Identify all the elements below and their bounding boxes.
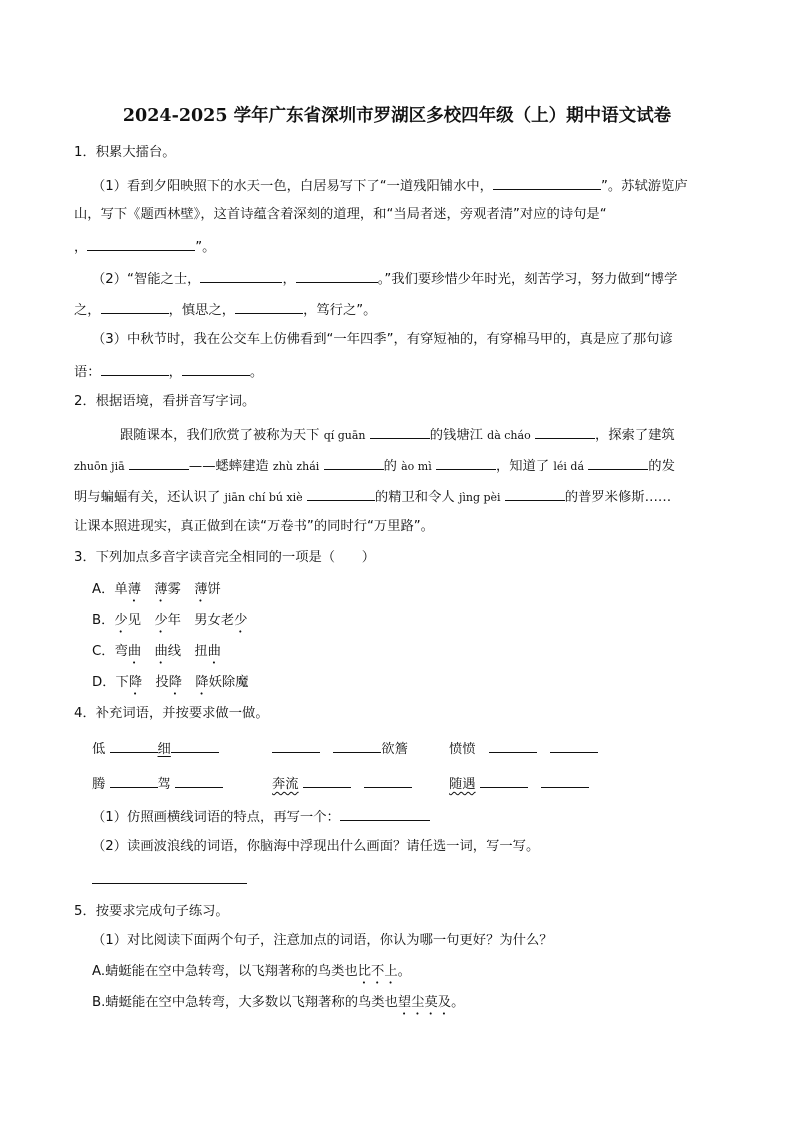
blank[interactable] bbox=[296, 268, 378, 283]
q5-sentence-b: B.蜻蜓能在空中急转弯，大多数以飞翔著称的鸟类也望尘莫及。 bbox=[92, 995, 465, 1010]
q4-row2-item2: 奔流 bbox=[272, 773, 412, 795]
blank[interactable] bbox=[182, 361, 250, 376]
q5-heading: 5．按要求完成句子练习。 bbox=[74, 904, 229, 919]
blank[interactable] bbox=[110, 773, 158, 788]
blank[interactable] bbox=[489, 738, 537, 753]
pinyin: jìng pèi bbox=[458, 491, 501, 504]
q1-part1-line3: ， ”。 bbox=[74, 236, 215, 258]
blank[interactable] bbox=[303, 773, 351, 788]
blank[interactable] bbox=[307, 486, 375, 501]
pinyin: léi dá bbox=[553, 460, 585, 473]
blank[interactable] bbox=[588, 455, 648, 470]
pinyin: zhù zhái bbox=[272, 460, 320, 473]
blank[interactable] bbox=[493, 175, 601, 190]
q4-row2-item3: 随遇 bbox=[449, 773, 589, 795]
q1-part3-line2: 语： ， 。 bbox=[74, 361, 263, 383]
pinyin: jiān chí bú xiè bbox=[224, 491, 303, 504]
blank[interactable] bbox=[175, 773, 223, 788]
blank[interactable] bbox=[535, 424, 595, 439]
blank[interactable] bbox=[272, 738, 320, 753]
q5-sentence-a: A.蜻蜓能在空中急转弯，以飞翔著称的鸟类也比不上。 bbox=[92, 964, 411, 979]
blank[interactable] bbox=[550, 738, 598, 753]
blank[interactable] bbox=[333, 738, 381, 753]
q4-heading: 4．补充词语，并按要求做一做。 bbox=[74, 706, 269, 721]
blank[interactable] bbox=[101, 299, 169, 314]
pinyin: dà cháo bbox=[487, 429, 531, 442]
q4-row2-item1: 腾 驾 bbox=[92, 773, 223, 795]
answer-line[interactable] bbox=[92, 883, 247, 884]
q1-part1-line1: （1）看到夕阳映照下的水天一色，白居易写下了“一道残阳铺水中， ”。苏轼游览庐 bbox=[92, 175, 688, 197]
q4-row1-item2: 欲簷 bbox=[272, 738, 408, 760]
pinyin: zhuōn jiā bbox=[74, 460, 125, 473]
q3-option-b[interactable]: B．少见 少年 男女老少 bbox=[92, 613, 248, 628]
q1-part2-line1: （2）“智能之士， ， 。”我们要珍惜少年时光，刻苦学习，努力做到“博学 bbox=[92, 268, 677, 290]
q1-part2-line2: 之， ，慎思之， ，笃行之”。 bbox=[74, 299, 376, 321]
blank[interactable] bbox=[324, 455, 384, 470]
q1-heading: 1．积累大擂台。 bbox=[74, 145, 176, 160]
blank[interactable] bbox=[370, 424, 430, 439]
blank[interactable] bbox=[200, 268, 282, 283]
q1-part1-line2: 山，写下《题西林壁》，这首诗蕴含着深刻的道理，和“当局者迷，旁观者清”对应的诗句是“ bbox=[74, 207, 607, 222]
q4-row1-item3: 愤愤 bbox=[449, 738, 598, 760]
q2-line4: 让课本照进现实，真正做到在读“万卷书”的同时行“万里路”。 bbox=[74, 519, 434, 534]
blank[interactable] bbox=[87, 236, 195, 251]
blank[interactable] bbox=[541, 773, 589, 788]
pinyin: qí guān bbox=[323, 429, 366, 442]
blank[interactable] bbox=[235, 299, 303, 314]
q3-option-c[interactable]: C．弯曲 曲线 扭曲 bbox=[92, 644, 221, 659]
blank[interactable] bbox=[436, 455, 496, 470]
blank[interactable] bbox=[340, 806, 430, 821]
blank[interactable] bbox=[171, 738, 219, 753]
q5-sub1: （1）对比阅读下面两个句子，注意加点的词语，你认为哪一句更好？为什么？ bbox=[92, 933, 553, 948]
blank[interactable] bbox=[129, 455, 189, 470]
blank[interactable] bbox=[101, 361, 169, 376]
q2-line3: 明与蝙蝠有关，还认识了 jiān chí bú xiè 的精卫和令人 jìng pèi 的普罗米修斯…… bbox=[74, 486, 671, 508]
q4-row1-item1: 低 细 bbox=[92, 738, 219, 760]
blank[interactable] bbox=[364, 773, 412, 788]
q2-heading: 2．根据语境，看拼音写字词。 bbox=[74, 394, 256, 409]
q1-part3-line1: （3）中秋节时，我在公交车上仿佛看到“一年四季”，有穿短袖的，有穿棉马甲的，真是应了那句谚 bbox=[92, 332, 673, 347]
q3-heading: 3．下列加点多音字读音完全相同的一项是（ ） bbox=[74, 550, 375, 565]
q2-line1: 跟随课本，我们欣赏了被称为天下 qí guān 的钱塘江 dà cháo ，探索了建筑 bbox=[120, 424, 675, 446]
pinyin: ào mì bbox=[401, 460, 432, 473]
page-title: 2024-2025 学年广东省深圳市罗湖区多校四年级（上）期中语文试卷 bbox=[122, 106, 672, 126]
q4-sub1: （1）仿照画横线词语的特点，再写一个： bbox=[92, 806, 430, 828]
blank[interactable] bbox=[505, 486, 565, 501]
blank[interactable] bbox=[110, 738, 158, 753]
q3-option-d[interactable]: D．下降 投降 降妖除魔 bbox=[92, 675, 249, 690]
q2-line2: zhuōn jiā ——蟋蟀建造 zhù zhái 的 ào mì ，知道了 léi dá 的发 bbox=[74, 455, 675, 477]
q3-option-a[interactable]: A．单薄 薄雾 薄饼 bbox=[92, 582, 221, 597]
q4-sub2: （2）读画波浪线的词语，你脑海中浮现出什么画面？请任选一词，写一写。 bbox=[92, 839, 540, 854]
blank[interactable] bbox=[480, 773, 528, 788]
